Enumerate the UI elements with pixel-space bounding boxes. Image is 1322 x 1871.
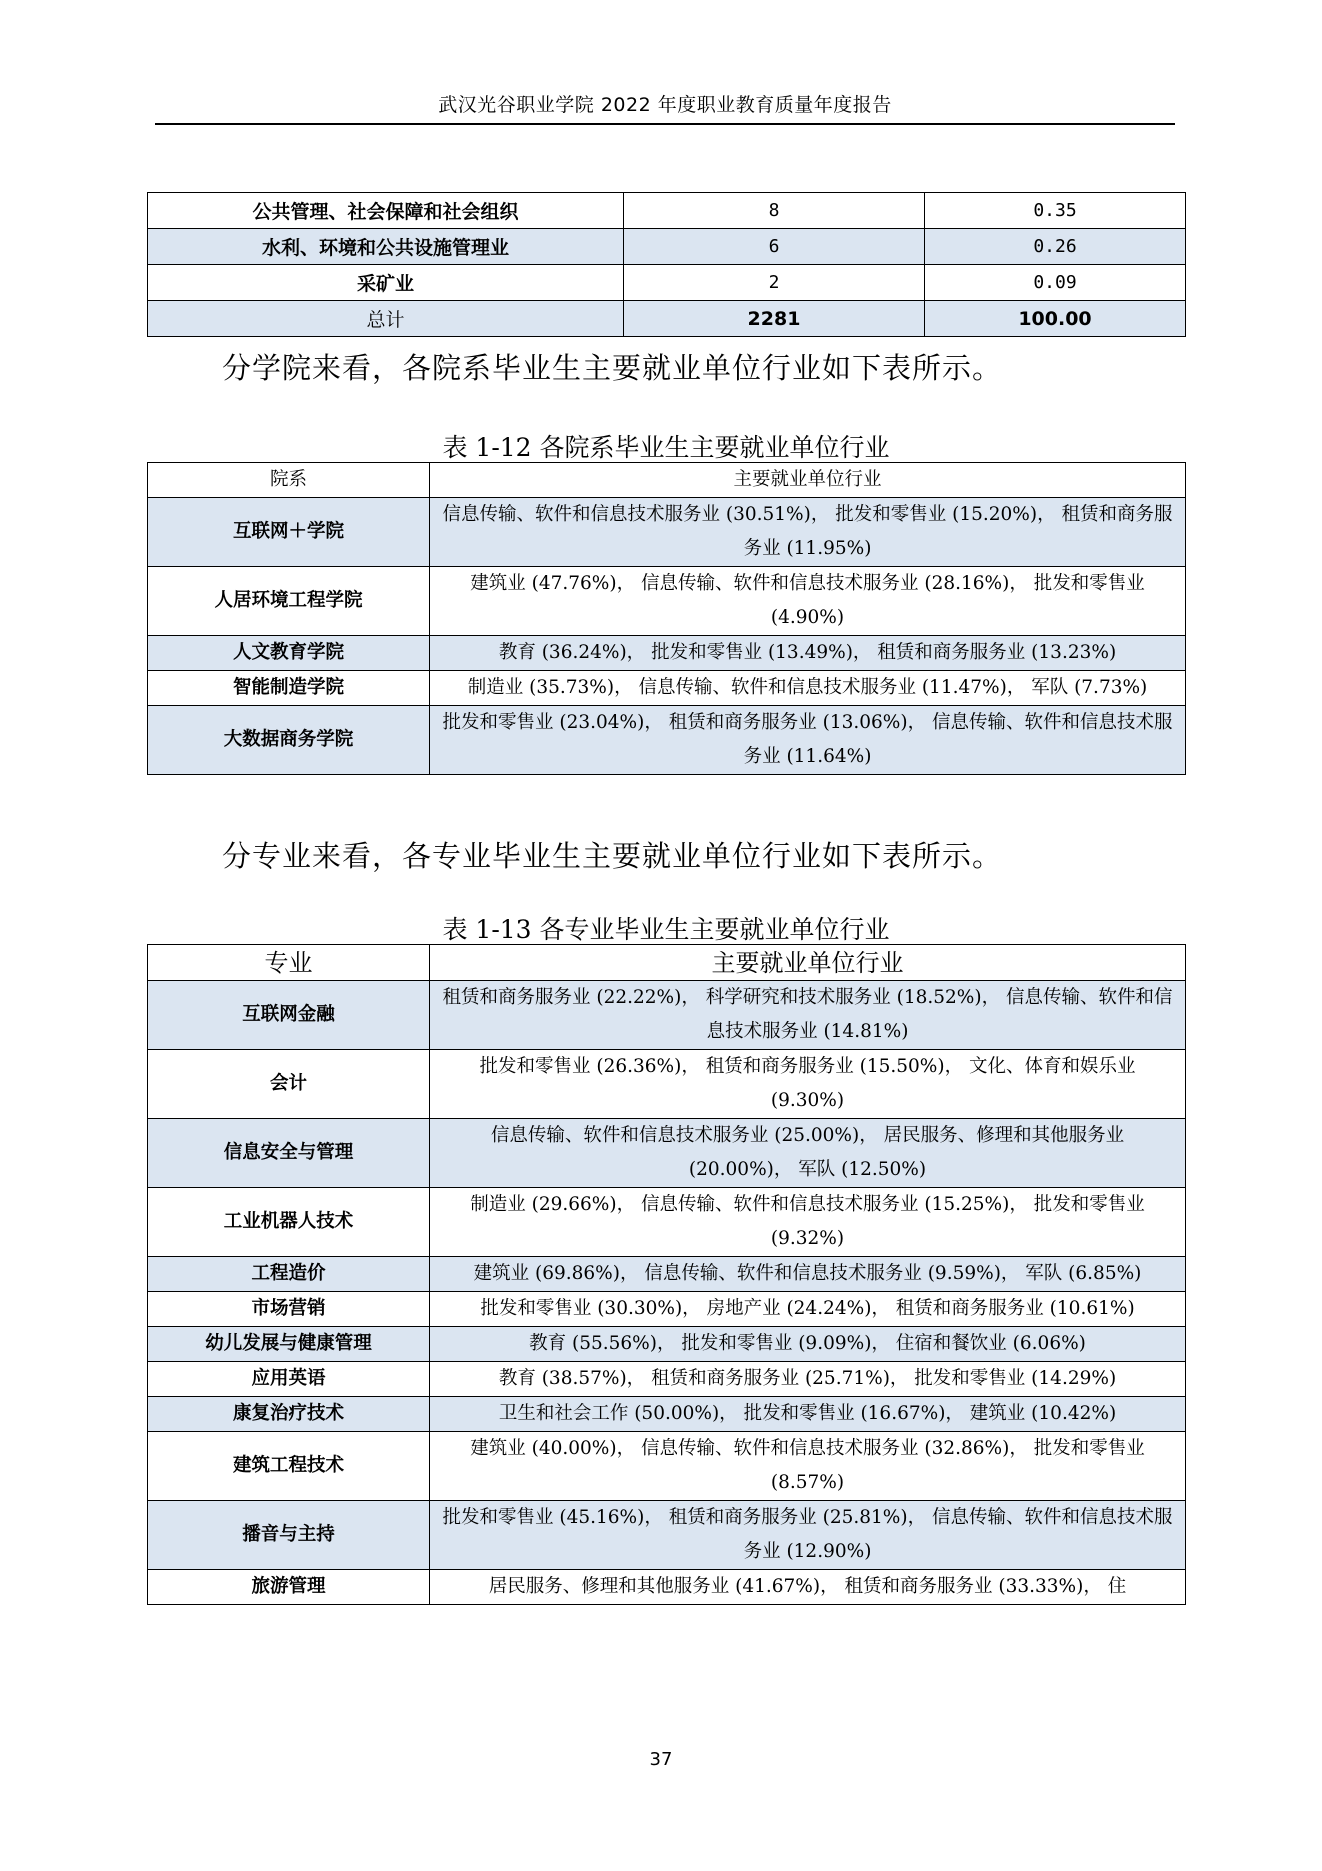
table-row	[148, 636, 1186, 671]
major-name: 应用英语	[148, 1362, 430, 1397]
industries-cell: 租赁和商务服务业 (22.22%)， 科学研究和技术服务业 (18.52%)， 信息传输、软件和信息技术服务业 (14.81%)	[430, 981, 1186, 1050]
industry-cell: 公共管理、社会保障和社会组织	[148, 193, 624, 229]
total-row	[148, 301, 1186, 337]
table-row	[148, 567, 1186, 636]
table-row	[148, 1397, 1186, 1432]
percent-cell: 0.26	[925, 229, 1186, 265]
industries-cell: 建筑业 (47.76%)， 信息传输、软件和信息技术服务业 (28.16%)， 批发和零售业 (4.90%)	[430, 567, 1186, 636]
count-cell: 2	[624, 265, 925, 301]
table-row	[148, 1119, 1186, 1188]
industries-cell: 教育 (55.56%)， 批发和零售业 (9.09%)， 住宿和餐饮业 (6.06%)	[430, 1327, 1186, 1362]
college-name: 大数据商务学院	[148, 706, 430, 775]
total-percent: 100.00	[925, 301, 1186, 337]
total-count: 2281	[624, 301, 925, 337]
industries-cell: 制造业 (35.73%)， 信息传输、软件和信息技术服务业 (11.47%)， 军队 (7.73%)	[430, 671, 1186, 706]
column-header-college: 院系	[148, 463, 430, 498]
major-name: 建筑工程技术	[148, 1432, 430, 1501]
percent-cell: 0.09	[925, 265, 1186, 301]
industries-cell: 制造业 (29.66%)， 信息传输、软件和信息技术服务业 (15.25%)， 批发和零售业 (9.32%)	[430, 1188, 1186, 1257]
table-row	[148, 1188, 1186, 1257]
table-row	[148, 1292, 1186, 1327]
major-name: 信息安全与管理	[148, 1119, 430, 1188]
table-row	[148, 1362, 1186, 1397]
college-name: 互联网＋学院	[148, 498, 430, 567]
table-13-caption: 表 1-13 各专业毕业生主要就业单位行业	[442, 915, 890, 944]
table-row	[148, 981, 1186, 1050]
major-name: 康复治疗技术	[148, 1397, 430, 1432]
major-name: 会计	[148, 1050, 430, 1119]
industries-cell: 批发和零售业 (23.04%)， 租赁和商务服务业 (13.06%)， 信息传输、软件和信息技术服务业 (11.64%)	[430, 706, 1186, 775]
table-row	[148, 498, 1186, 567]
industries-cell: 居民服务、修理和其他服务业 (41.67%)， 租赁和商务服务业 (33.33%)， 住	[430, 1570, 1186, 1605]
industry-cell: 采矿业	[148, 265, 624, 301]
industries-cell: 信息传输、软件和信息技术服务业 (30.51%)， 批发和零售业 (15.20%)， 租赁和商务服务业 (11.95%)	[430, 498, 1186, 567]
table-row	[148, 671, 1186, 706]
table-header-row	[148, 463, 1186, 498]
major-name: 工业机器人技术	[148, 1188, 430, 1257]
percent-cell: 0.35	[925, 193, 1186, 229]
industries-cell: 信息传输、软件和信息技术服务业 (25.00%)， 居民服务、修理和其他服务业 (20.00%)， 军队 (12.50%)	[430, 1119, 1186, 1188]
table-row	[148, 1432, 1186, 1501]
table-12-caption: 表 1-12 各院系毕业生主要就业单位行业	[442, 433, 890, 462]
table-header-row	[148, 945, 1186, 981]
header-rule	[155, 123, 1175, 125]
page-header: 武汉光谷职业学院 2022 年度职业教育质量年度报告	[438, 94, 892, 116]
paragraph-by-major: 分专业来看，各专业毕业生主要就业单位行业如下表所示。	[222, 839, 1003, 873]
table-row	[148, 1050, 1186, 1119]
industries-cell: 批发和零售业 (30.30%)， 房地产业 (24.24%)， 租赁和商务服务业 (10.61%)	[430, 1292, 1186, 1327]
industries-cell: 教育 (36.24%)， 批发和零售业 (13.49%)， 租赁和商务服务业 (13.23%)	[430, 636, 1186, 671]
industry-summary-table	[147, 192, 1186, 337]
total-label: 总计	[148, 301, 624, 337]
table-row	[148, 265, 1186, 301]
major-name: 互联网金融	[148, 981, 430, 1050]
college-name: 智能制造学院	[148, 671, 430, 706]
table-row	[148, 193, 1186, 229]
industries-cell: 建筑业 (40.00%)， 信息传输、软件和信息技术服务业 (32.86%)， 批发和零售业 (8.57%)	[430, 1432, 1186, 1501]
major-name: 市场营销	[148, 1292, 430, 1327]
table-row	[148, 1570, 1186, 1605]
industries-cell: 批发和零售业 (45.16%)， 租赁和商务服务业 (25.81%)， 信息传输、软件和信息技术服务业 (12.90%)	[430, 1501, 1186, 1570]
paragraph-by-college: 分学院来看，各院系毕业生主要就业单位行业如下表所示。	[222, 351, 1003, 385]
table-row	[148, 229, 1186, 265]
industries-cell: 建筑业 (69.86%)， 信息传输、软件和信息技术服务业 (9.59%)， 军队 (6.85%)	[430, 1257, 1186, 1292]
industry-cell: 水利、环境和公共设施管理业	[148, 229, 624, 265]
major-name: 幼儿发展与健康管理	[148, 1327, 430, 1362]
column-header-industries: 主要就业单位行业	[430, 463, 1186, 498]
table-row	[148, 1501, 1186, 1570]
table-13	[147, 944, 1186, 1605]
major-name: 工程造价	[148, 1257, 430, 1292]
industries-cell: 教育 (38.57%)， 租赁和商务服务业 (25.71%)， 批发和零售业 (14.29%)	[430, 1362, 1186, 1397]
industries-cell: 批发和零售业 (26.36%)， 租赁和商务服务业 (15.50%)， 文化、体育和娱乐业 (9.30%)	[430, 1050, 1186, 1119]
college-name: 人居环境工程学院	[148, 567, 430, 636]
major-name: 旅游管理	[148, 1570, 430, 1605]
count-cell: 8	[624, 193, 925, 229]
table-12	[147, 462, 1186, 775]
college-name: 人文教育学院	[148, 636, 430, 671]
page-number: 37	[649, 1749, 673, 1770]
major-name: 播音与主持	[148, 1501, 430, 1570]
column-header-industries: 主要就业单位行业	[430, 945, 1186, 981]
table-row	[148, 1327, 1186, 1362]
industries-cell: 卫生和社会工作 (50.00%)， 批发和零售业 (16.67%)， 建筑业 (10.42%)	[430, 1397, 1186, 1432]
column-header-major: 专业	[148, 945, 430, 981]
count-cell: 6	[624, 229, 925, 265]
table-row	[148, 706, 1186, 775]
table-row	[148, 1257, 1186, 1292]
